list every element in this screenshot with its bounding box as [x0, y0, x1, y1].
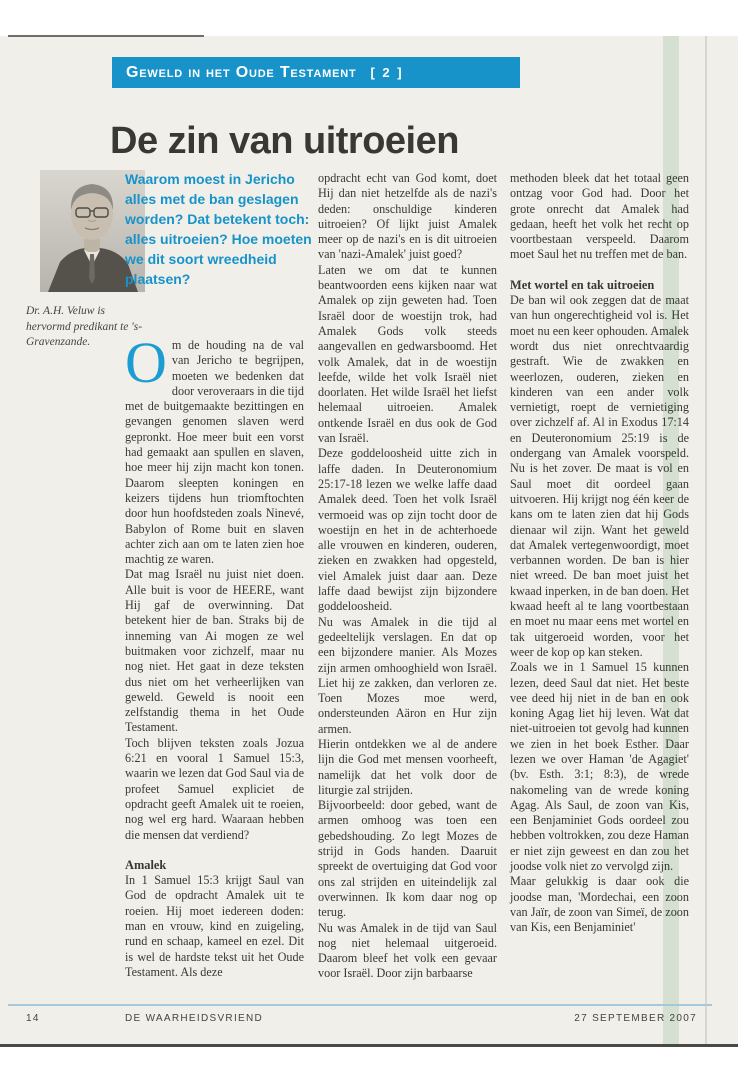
paragraph: Toch blijven teksten zoals Jozua 6:21 en vooral 1 Samuel 15:3, waarin we lezen dat God Saul via de profeet Samuel expliciet de opdracht geeft Amalek uit te roeien, nog wel erg hard. Waaraan hebben die mensen dat verdiend? [125, 735, 304, 842]
subheading-amalek: Amalek [125, 857, 167, 872]
section-banner [112, 57, 520, 88]
photo-caption: Dr. A.H. Veluw is hervormd predikant te 's-Gravenzande. [26, 305, 143, 348]
footer-rule [8, 1004, 712, 1006]
article-column-3 [510, 171, 689, 936]
paragraph: Zoals we in 1 Samuel 15 kunnen lezen, deed Saul dat niet. Het beste vee deed hij niet in de ban en ook koning Agag liet hij leven. Wat dat niet-uitroeien tot gevolg had kunnen we zien in het boek Esther. Daar lezen we over Haman 'de Agagiet' (bv. Esth. 3:1; 8:3), de wrede nakomeling van de wrede koning Agag. Als Saul, de zoon van Kis, een Benjaminiet Gods oordeel zou hebben voltrokken, zou deze Haman er niet zijn geweest en dan zou het joodse volk niet zo vervolgd zijn. [510, 660, 689, 874]
paragraph: opdracht echt van God komt, doet Hij dan niet hetzelfde als de nazi's deden: onschuldige kinderen uitroeien? Of lijkt juist Amalek meer op de nazi's en is dit uitroeien van 'nazi-Amalek' juist goed? [318, 171, 497, 262]
paragraph: De ban wil ook zeggen dat de maat van hun ongerechtigheid vol is. Het moet nu een keer ophouden. Amalek wordt dus niet onrechtvaardig gestraft. Wie de zwakken en weerlozen, ouderen, zieken en kinderen van een ander volk vernietigt, roept de vernietiging over zichzelf af. Al in Exodus 17:14 en Deuteronomium 25:19 is de ondergang van Amalek voorspeld. Nu is het zover. De maat is vol en Saul moet dit oordeel gaan uitvoeren. Hij krijgt nog één keer de kans om te laten zien dat hij Gods dienaar wil zijn. Want het geweld dat Amalek vertegenwoordigt, moet verbannen worden. De ban is hier niet wreed. De ban moet juist het kwaad inperken, in de ban doen. Het kwaad heeft al te lang voortbestaan en moet nu maar eens met wortel en tak uitgeroeid worden, voor het weer de kop op kan steken. [510, 293, 689, 659]
dropcap-letter: O [125, 330, 167, 395]
scan-bottom-edge [0, 1044, 738, 1047]
magazine-name: DE WAARHEIDSVRIEND [125, 1013, 264, 1024]
paragraph: Deze goddeloosheid uitte zich in laffe daden. In Deuteronomium 25:17-18 lezen we welke laffe daad Amalek deed. Toen het volk Israël vermoeid was op zijn tocht door de woestijn en het in de achterhoede alle vrouwen en kinderen, ouderen, zieken en zwakken had opgesteld, viel Amalek juist daar aan. Deze laffe daad bewijst zijn bijzondere goddeloosheid. [318, 446, 497, 614]
article-column-2 [318, 171, 497, 982]
section-banner-label: Geweld in het Oude Testament [126, 63, 357, 81]
section-banner-issue-number: [ 2 ] [370, 65, 404, 80]
paragraph: Bijvoorbeeld: door gebed, want de armen omhoog was toen een gebedshouding. Zo legt Mozes de strijd in Gods handen. Daaruit spreekt de overtuiging dat God voor ons zal strijden en uiteindelijk zal overwinnen. Ik kom daar nog op terug. [318, 798, 497, 920]
subheading-met-wortel-en-tak: Met wortel en tak uitroeien [510, 277, 655, 292]
paragraph: methoden bleek dat het totaal geen ontzag voor God had. Door het grote onrecht dat Amalek had gedaan, heeft het volk het recht op voortbestaan verspeeld. Daarom moet Saul het nu treffen met de ban. [510, 171, 689, 262]
article-title: De zin van uitroeien [110, 120, 459, 163]
article-intro: Waarom moest in Jericho alles met de ban geslagen worden? Dat betekent toch: alles uitroeien? Hoe moeten we dit soort wreedheid plaatsen? [125, 171, 312, 287]
paragraph: Maar gelukkig is daar ook die joodse man, 'Mordechai, een zoon van Jaïr, de zoon van Simeï, de zoon van Kis, een Benjaminiet' [510, 874, 689, 935]
article-column-1 [125, 330, 304, 980]
issue-date: 27 SEPTEMBER 2007 [574, 1013, 697, 1024]
paragraph: Hierin ontdekken we al de andere lijn die God met mensen voorheeft, namelijk dat het volk door de liturgie zal strijden. [318, 736, 497, 797]
scan-edge-line [8, 35, 204, 37]
paragraph: Laten we om dat te kunnen beantwoorden eens kijken naar wat Amalek op zijn geweten had. Toen Israël door de woestijn trok, had Amalek Gods volk steeds aangevallen en gedwarsboomd. Het volk Amalek, dat in de woestijn leefde, wilde het volk Israël niet doorlaten. Het wilde Israël het liefst helemaal uitroeien. Amalek ontkende Israël en dus ook de God van Israël. [318, 262, 497, 446]
paragraph: Dat mag Israël nu juist niet doen. Alle buit is voor de HEERE, want Hij gaf de overwinning. Dat betekent hier de ban. Straks bij de inneming van Ai mogen ze wel buitmaken voor zichzelf, maar nu nog niet. Het gaat in deze teksten dus niet om het verheerlijken van geweld. Geweld is nooit een zelfstandig thema in het Oude Testament. [125, 567, 304, 735]
paragraph: In 1 Samuel 15:3 krijgt Saul van God de opdracht Amalek uit te roeien. Hij moet iedereen doden: man en vrouw, kind en zuigeling, rund en schaap, kameel en ezel. Dit is wel de hardste tekst uit het Oude Testament. Als deze [125, 873, 304, 979]
page-right-edge [705, 36, 707, 1044]
paragraph: Nu was Amalek in die tijd al gedeeltelijk verslagen. En dat op een bijzondere manier. Als Mozes zijn armen omhooghield won Israël. Liet hij ze zakken, dan verloren ze. Toen Mozes moe werd, ondersteunden Aäron en Hur zijn armen. [318, 614, 497, 736]
page-number: 14 [26, 1013, 40, 1024]
paragraph: Nu was Amalek in de tijd van Saul nog niet helemaal uitgeroeid. Daarom bleef het volk een gevaar voor Israël. Door zijn barbaarse [318, 920, 497, 981]
paragraph-text: m de houding na de val van Jericho te begrijpen, moeten we bedenken dat door veroveraars in die tijd met de buitgemaakte bezittingen en gevangen genomen slaven werd gepronkt. Hoe meer buit een vorst had gemaakt aan spullen en slaven, hoe meer hij zijn macht kon tonen. Daarom sleepten koningen en keizers tijdens hun triomftochten door hun hoofdsteden zoals Ninevé, Babylon of Rome buit en slaven achter zich aan om te laten zien hoe machtig ze waren. [125, 338, 304, 567]
paragraph [125, 330, 304, 567]
